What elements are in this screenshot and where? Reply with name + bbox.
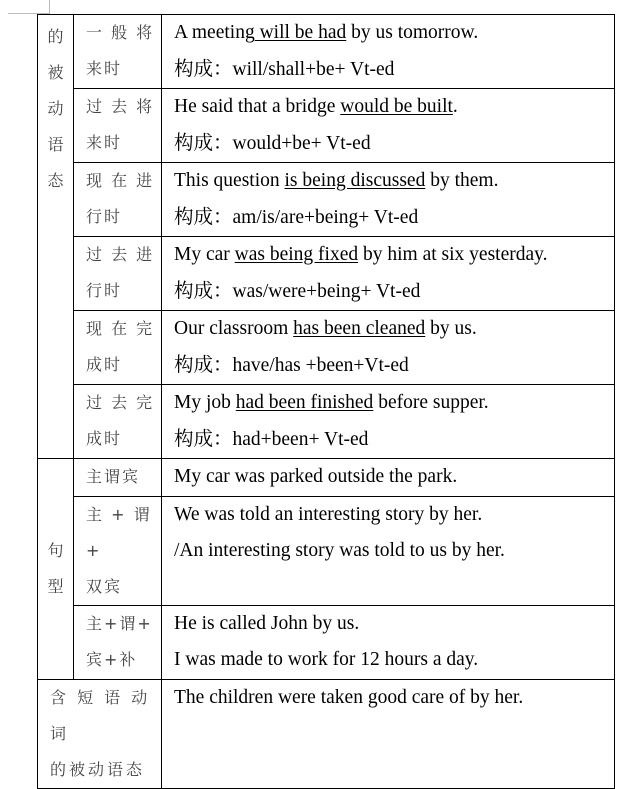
category-label: 语 (47, 135, 64, 154)
passive-verb-underlined: is being discussed (284, 170, 426, 191)
category-label: 行时 (86, 207, 123, 226)
example-sentence: The children were taken good care of by her. (174, 686, 524, 708)
example-cell (162, 237, 615, 311)
table-row (38, 89, 615, 163)
category-label: 主 + 谓 + (86, 504, 152, 560)
category-label: 成时 (86, 429, 123, 448)
sentence-text: This question (174, 170, 285, 191)
example-cell (162, 496, 615, 605)
sentence-text: Our classroom (174, 318, 294, 339)
formula: 构成：have/has +been+Vt-ed (174, 354, 409, 376)
sentence-text: before supper. (373, 392, 489, 413)
example-cell (162, 459, 615, 497)
sentence-text: . (452, 96, 458, 117)
category-label: 动 (47, 99, 64, 118)
example-sentence: My car was parked outside the park. (174, 466, 458, 487)
example-sentence: /An interesting story was told to us by her. (174, 540, 505, 561)
example-cell (162, 385, 615, 459)
table-row (38, 15, 615, 89)
passive-verb-underlined: would be built (340, 96, 453, 117)
category-label: 的被动语态 (50, 759, 146, 779)
sentence-text: My job (174, 392, 236, 413)
category-label: 一 般 将 (86, 23, 155, 42)
category-cell (74, 15, 162, 89)
category-label: 来时 (86, 133, 123, 152)
formula: 构成：will/shall+be+ Vt-ed (174, 58, 395, 80)
sentence-text: by them. (425, 170, 499, 191)
category-cell (74, 459, 162, 497)
category-cell (74, 605, 162, 679)
table-row (38, 237, 615, 311)
table-row (38, 311, 615, 385)
category-cell (38, 679, 162, 788)
table-row (38, 679, 615, 788)
formula: 构成：would+be+ Vt-ed (174, 132, 371, 154)
category-cell (74, 311, 162, 385)
category-label: 句 (47, 540, 64, 560)
passive-verb-underlined: had been finished (235, 392, 374, 413)
example-sentence (162, 89, 614, 126)
formula: 构成：am/is/are+being+ Vt-ed (174, 206, 419, 228)
example-cell (162, 89, 615, 163)
category-cell (74, 163, 162, 237)
table-row (38, 385, 615, 459)
example-sentence (162, 163, 614, 200)
sentence-text: by us. (425, 318, 477, 339)
example-cell (162, 679, 615, 788)
category-label: 成时 (86, 355, 123, 374)
category-label: 被 (47, 63, 64, 82)
formula: 构成：was/were+being+ Vt-ed (174, 280, 421, 302)
example-cell (162, 311, 615, 385)
category-label: 的 (47, 27, 64, 46)
category-label: 现 在 完 (86, 319, 155, 338)
category-cell (38, 459, 74, 680)
sentence-text: My car (174, 244, 235, 265)
category-label: 来时 (86, 59, 123, 78)
table-row (38, 459, 615, 497)
example-sentence: I was made to work for 12 hours a day. (174, 649, 479, 670)
category-label: 主+谓+ (86, 613, 153, 633)
example-sentence (162, 237, 614, 274)
passive-voice-table (37, 14, 615, 789)
category-label: 过 去 完 (86, 393, 155, 412)
category-cell (74, 237, 162, 311)
category-label: 态 (47, 171, 64, 190)
margin-mark (49, 0, 50, 13)
passive-verb-underlined: has been cleaned (293, 318, 426, 339)
formula: 构成：had+been+ Vt-ed (174, 428, 369, 450)
example-sentence (162, 15, 614, 52)
category-label: 双宾 (86, 576, 123, 596)
sentence-text: by him at six yesterday. (358, 244, 548, 265)
table-row (38, 496, 615, 605)
category-cell (38, 15, 74, 459)
passive-verb-underlined: was being fixed (234, 244, 359, 265)
example-sentence (162, 385, 614, 422)
category-cell (74, 89, 162, 163)
table-row (38, 605, 615, 679)
category-label: 现 在 进 (86, 171, 155, 190)
passive-verb-underlined: will be had (254, 22, 347, 43)
example-sentence: We was told an interesting story by her. (174, 503, 483, 525)
table-row (38, 163, 615, 237)
category-cell (74, 496, 162, 605)
category-label: 宾+补 (86, 649, 138, 669)
example-sentence: He is called John by us. (174, 612, 360, 634)
category-label: 含 短 语 动 词 (50, 687, 151, 743)
sentence-text: A meeting (174, 22, 255, 43)
sentence-text: He said that a bridge (174, 96, 341, 117)
category-label: 过 去 进 (86, 245, 155, 264)
category-label: 型 (47, 576, 64, 596)
category-label: 主谓宾 (86, 467, 141, 486)
example-sentence (162, 311, 614, 348)
sentence-text: by us tomorrow. (346, 22, 479, 43)
category-cell (74, 385, 162, 459)
category-label: 行时 (86, 281, 123, 300)
category-label: 过 去 将 (86, 97, 155, 116)
example-cell (162, 15, 615, 89)
example-cell (162, 163, 615, 237)
example-cell (162, 605, 615, 679)
